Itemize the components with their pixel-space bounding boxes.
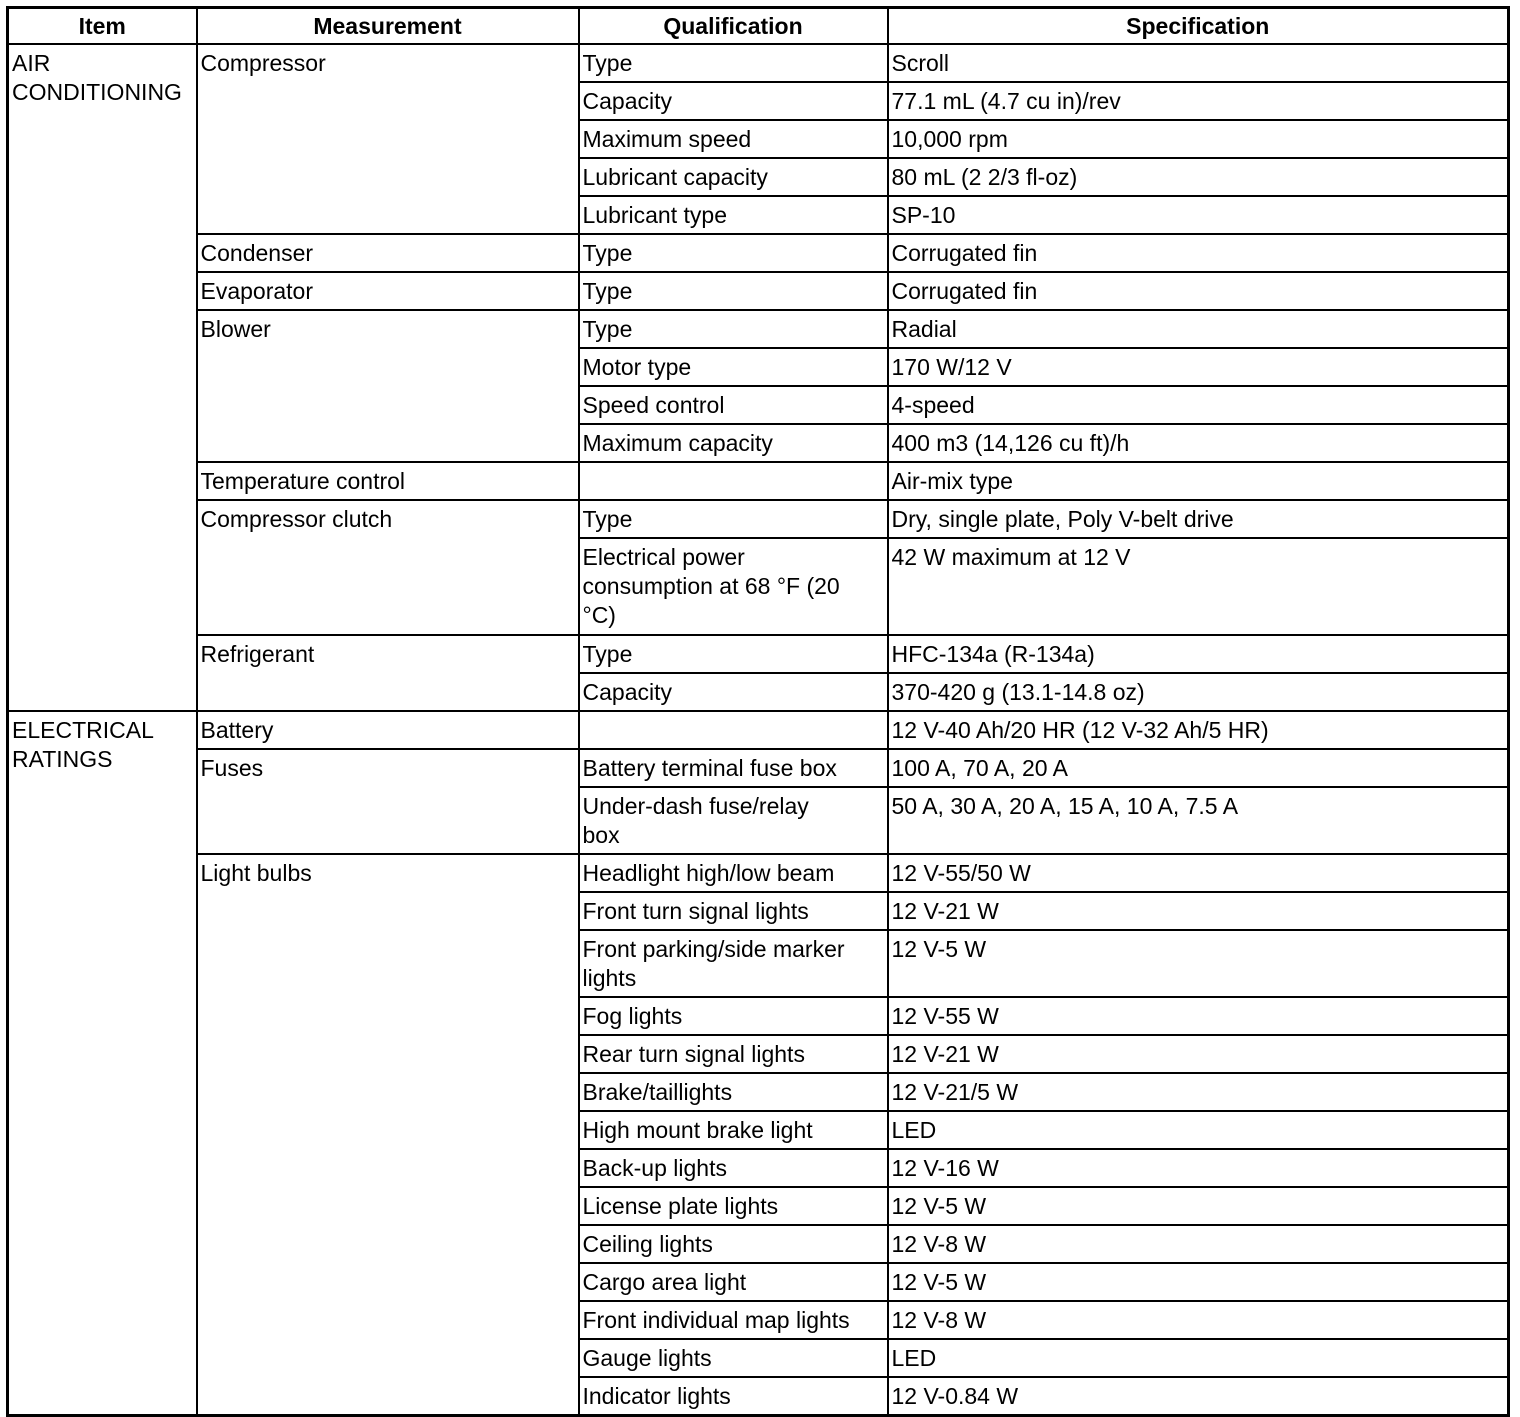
header-qualification: Qualification [579,8,888,45]
table-row [8,635,1509,673]
specification-cell: Corrugated fin [888,272,1509,310]
specification-cell: SP-10 [888,196,1509,234]
measurement-cell: Fuses [197,749,579,854]
table-row [8,500,1509,538]
qualification-cell: Gauge lights [579,1339,888,1377]
specification-cell: 12 V-8 W [888,1225,1509,1263]
specification-cell: Radial [888,310,1509,348]
header-item: Item [8,8,197,45]
specification-cell: 12 V-0.84 W [888,1377,1509,1416]
measurement-cell: Light bulbs [197,854,579,1416]
qualification-cell: Capacity [579,673,888,711]
measurement-cell: Temperature control [197,462,579,500]
specification-cell: Dry, single plate, Poly V-belt drive [888,500,1509,538]
specification-cell: 77.1 mL (4.7 cu in)/rev [888,82,1509,120]
specification-cell: 12 V-21 W [888,1035,1509,1073]
qualification-cell: Type [579,272,888,310]
qualification-cell: Front parking/side marker lights [579,930,888,997]
table-row [8,310,1509,348]
table-row [8,711,1509,749]
specification-cell: 10,000 rpm [888,120,1509,158]
qualification-cell: Maximum speed [579,120,888,158]
qualification-cell: Under-dash fuse/relay box [579,787,888,854]
table-row [8,44,1509,82]
specification-cell: 100 A, 70 A, 20 A [888,749,1509,787]
table-body [8,44,1509,1416]
qualification-cell: Type [579,635,888,673]
table-row [8,272,1509,310]
measurement-cell: Blower [197,310,579,462]
qualification-cell: Type [579,44,888,82]
measurement-cell: Compressor clutch [197,500,579,635]
measurement-cell: Evaporator [197,272,579,310]
qualification-cell: Lubricant capacity [579,158,888,196]
header-specification: Specification [888,8,1509,45]
specification-cell: 80 mL (2 2/3 fl-oz) [888,158,1509,196]
qualification-cell: Back-up lights [579,1149,888,1187]
specification-cell: HFC-134a (R-134a) [888,635,1509,673]
qualification-cell: Capacity [579,82,888,120]
item-cell: ELECTRICAL RATINGS [8,711,197,1416]
qualification-cell: Rear turn signal lights [579,1035,888,1073]
qualification-cell [579,462,888,500]
specification-cell: 12 V-8 W [888,1301,1509,1339]
specification-cell: 12 V-5 W [888,1187,1509,1225]
specification-table [6,6,1510,1417]
qualification-cell: License plate lights [579,1187,888,1225]
qualification-cell: Type [579,234,888,272]
qualification-cell: Front individual map lights [579,1301,888,1339]
qualification-cell: Type [579,500,888,538]
qualification-cell: Lubricant type [579,196,888,234]
header-row [8,8,1509,45]
qualification-cell: Indicator lights [579,1377,888,1416]
table-row [8,234,1509,272]
qualification-cell: Ceiling lights [579,1225,888,1263]
qualification-cell: Headlight high/low beam [579,854,888,892]
specification-cell: 12 V-55 W [888,997,1509,1035]
measurement-cell: Battery [197,711,579,749]
specification-cell: LED [888,1339,1509,1377]
table-row [8,749,1509,787]
specification-cell: 12 V-21 W [888,892,1509,930]
qualification-cell: Electrical power consumption at 68 °F (20 °C) [579,538,888,635]
specification-cell: Air-mix type [888,462,1509,500]
specification-cell: Scroll [888,44,1509,82]
specification-cell: 12 V-16 W [888,1149,1509,1187]
specification-cell: 370-420 g (13.1-14.8 oz) [888,673,1509,711]
qualification-cell: Speed control [579,386,888,424]
specification-cell: 400 m3 (14,126 cu ft)/h [888,424,1509,462]
qualification-cell: Fog lights [579,997,888,1035]
qualification-cell: Motor type [579,348,888,386]
qualification-cell: Battery terminal fuse box [579,749,888,787]
item-cell: AIR CONDITIONING [8,44,197,711]
specification-cell: 4-speed [888,386,1509,424]
table-row [8,854,1509,892]
specification-cell: 12 V-40 Ah/20 HR (12 V-32 Ah/5 HR) [888,711,1509,749]
specification-cell: LED [888,1111,1509,1149]
table-row [8,462,1509,500]
specification-cell: 12 V-5 W [888,930,1509,997]
specification-cell: 12 V-5 W [888,1263,1509,1301]
qualification-cell [579,711,888,749]
qualification-cell: Cargo area light [579,1263,888,1301]
qualification-cell: Maximum capacity [579,424,888,462]
specification-cell: 12 V-55/50 W [888,854,1509,892]
specification-cell: 12 V-21/5 W [888,1073,1509,1111]
header-measurement: Measurement [197,8,579,45]
measurement-cell: Refrigerant [197,635,579,711]
qualification-cell: Front turn signal lights [579,892,888,930]
specification-cell: 42 W maximum at 12 V [888,538,1509,635]
qualification-cell: Brake/taillights [579,1073,888,1111]
specification-cell: 50 A, 30 A, 20 A, 15 A, 10 A, 7.5 A [888,787,1509,854]
qualification-cell: High mount brake light [579,1111,888,1149]
specification-cell: 170 W/12 V [888,348,1509,386]
measurement-cell: Condenser [197,234,579,272]
measurement-cell: Compressor [197,44,579,234]
specification-cell: Corrugated fin [888,234,1509,272]
qualification-cell: Type [579,310,888,348]
